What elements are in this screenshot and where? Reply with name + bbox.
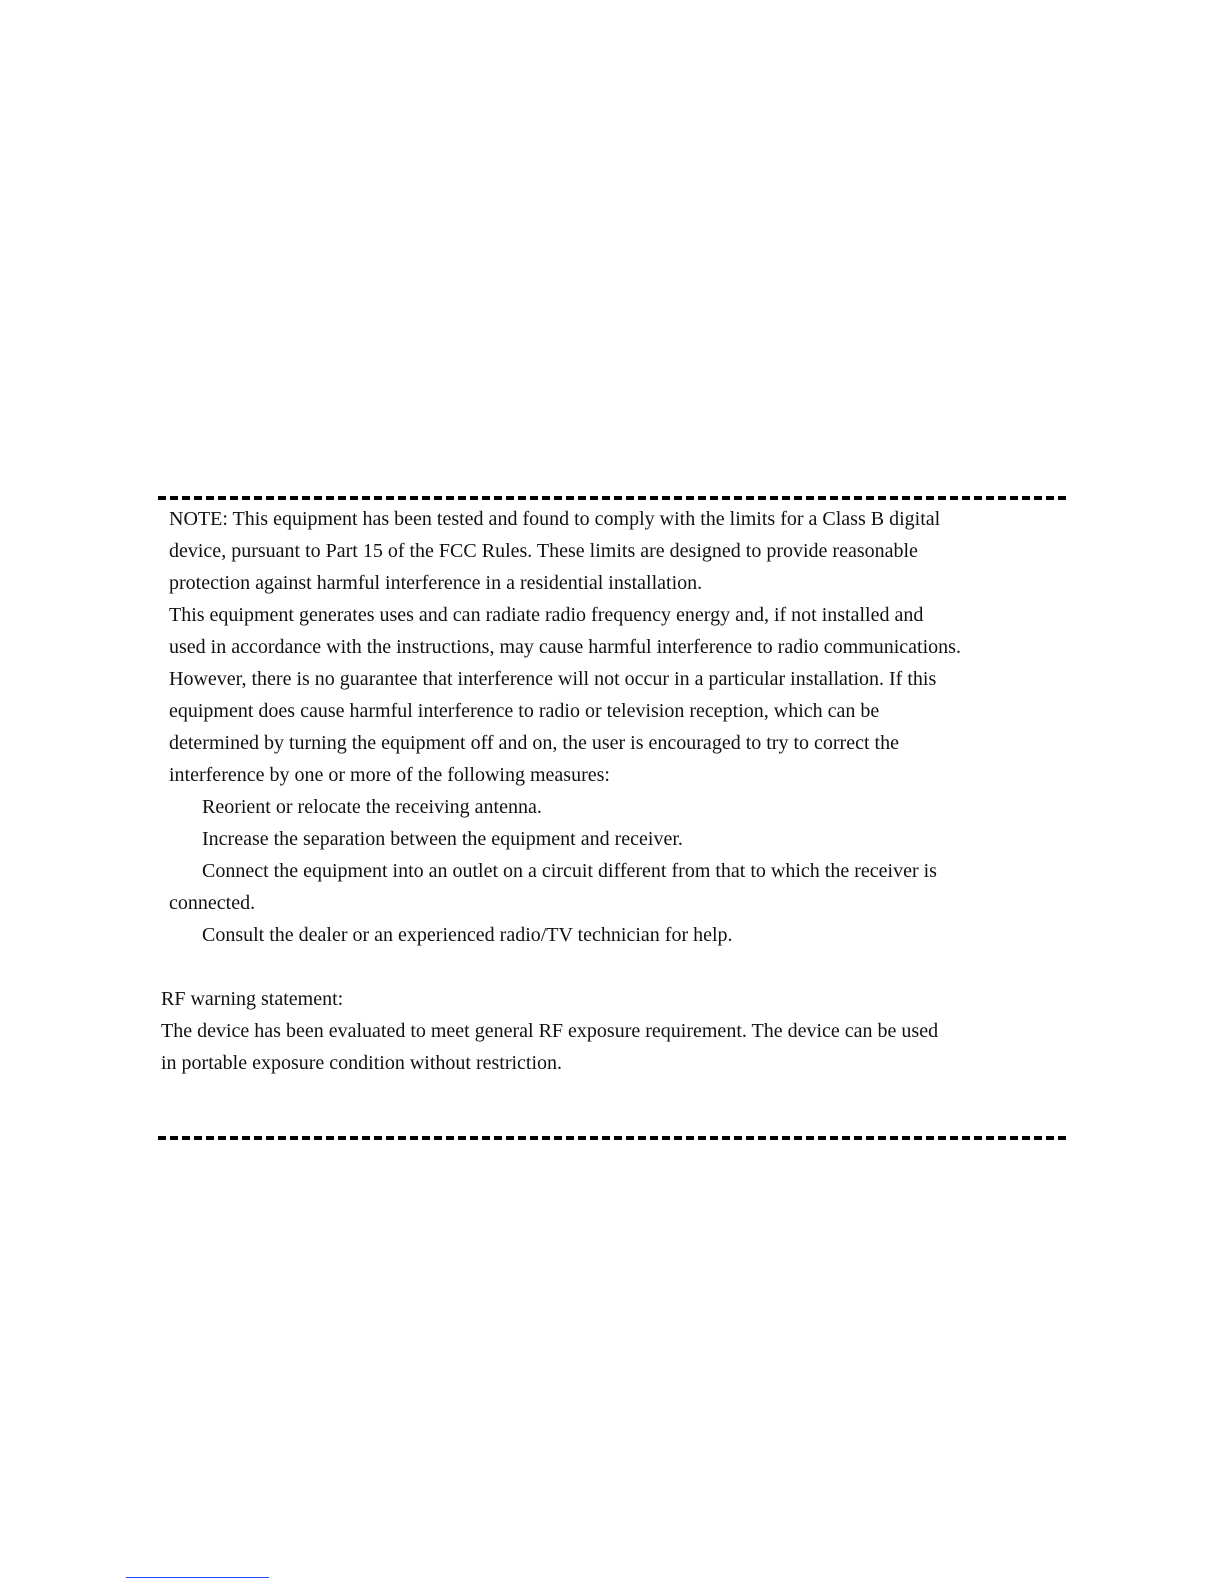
- notice-line: used in accordance with the instructions, may cause harmful interference to radio communications.: [169, 636, 961, 658]
- measure-item: Reorient or relocate the receiving antenna.: [202, 796, 542, 818]
- rf-warning-line: The device has been evaluated to meet general RF exposure requirement. The device can be used: [161, 1020, 939, 1042]
- bottom-dashed-divider: [158, 1136, 1066, 1140]
- notice-line: interference by one or more of the following measures:: [169, 764, 610, 786]
- footnote-separator: [126, 1577, 269, 1578]
- measure-item: Increase the separation between the equipment and receiver.: [202, 828, 683, 850]
- top-dashed-divider: [158, 496, 1066, 500]
- rf-warning-line: in portable exposure condition without restriction.: [161, 1052, 563, 1074]
- notice-line: device, pursuant to Part 15 of the FCC Rules. These limits are designed to provide reasonable: [169, 540, 918, 562]
- notice-line: However, there is no guarantee that interference will not occur in a particular installation. If this: [169, 668, 937, 690]
- measure-item-continuation: connected.: [169, 892, 256, 914]
- notice-line: equipment does cause harmful interference to radio or television reception, which can be: [169, 700, 880, 722]
- notice-line: determined by turning the equipment off and on, the user is encouraged to try to correct the: [169, 732, 899, 754]
- notice-line: This equipment generates uses and can radiate radio frequency energy and, if not installed and: [169, 604, 924, 626]
- measure-item: Connect the equipment into an outlet on a circuit different from that to which the receiver is: [202, 860, 937, 882]
- notice-line: protection against harmful interference in a residential installation.: [169, 572, 703, 594]
- rf-warning-heading: RF warning statement:: [161, 988, 344, 1010]
- measure-item: Consult the dealer or an experienced radio/TV technician for help.: [202, 924, 733, 946]
- fcc-notice: [169, 503, 1069, 951]
- rf-warning-section: [161, 983, 1061, 1079]
- notice-line: NOTE: This equipment has been tested and found to comply with the limits for a Class B digital: [169, 508, 941, 530]
